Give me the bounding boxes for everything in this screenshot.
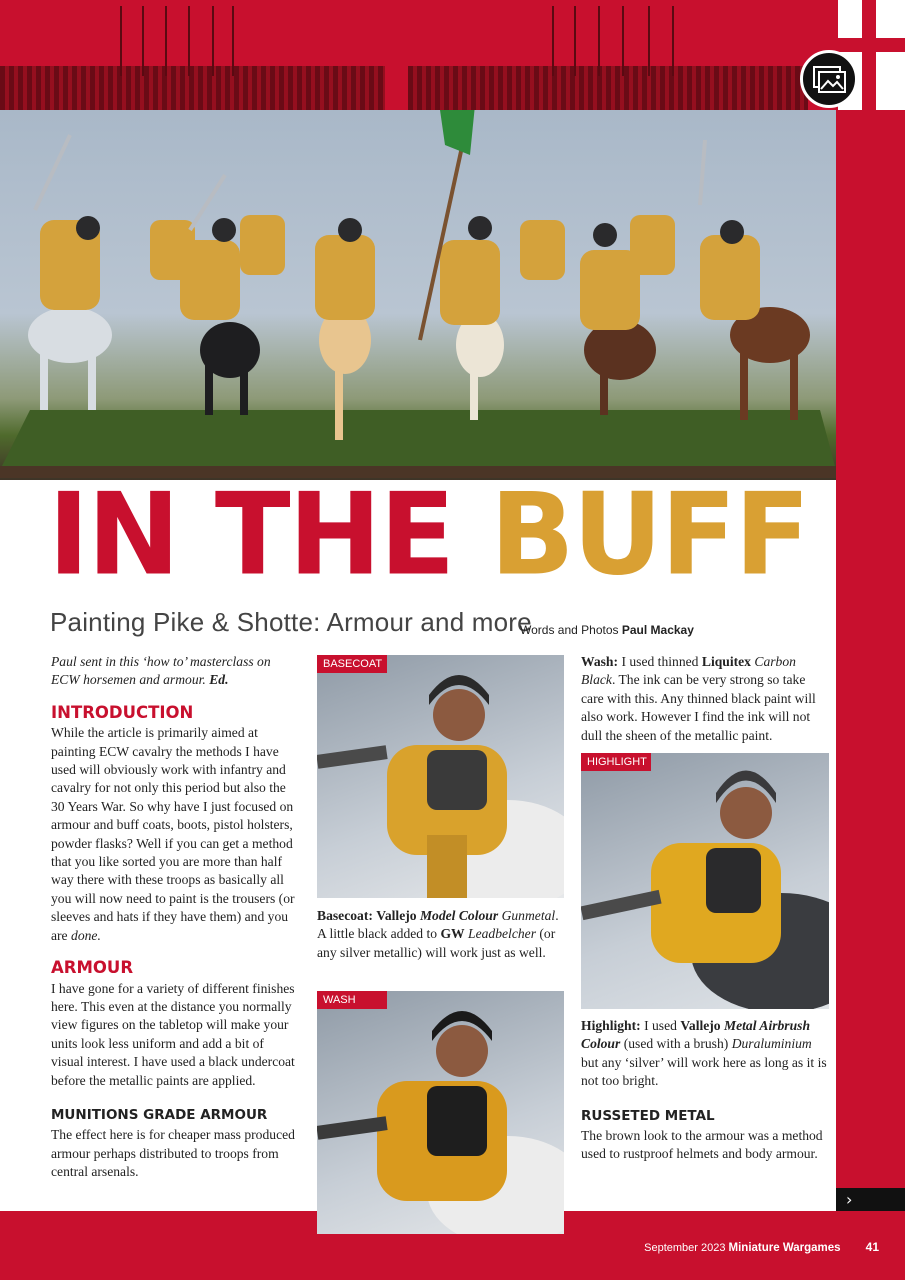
page-number: 41 xyxy=(865,1240,879,1254)
wash-caption: Wash: I used thinned Liquitex Carbon Black. The ink can be very strong so take care with this. Any thinned black paint will also work. However I find the ink will not dull the sheen of the metallic paint. xyxy=(581,654,816,743)
heading-introduction: INTRODUCTION xyxy=(51,702,194,722)
heading-armour: ARMOUR xyxy=(51,958,134,978)
header-band xyxy=(0,0,905,110)
munitions-body: The effect here is for cheaper mass produced armour perhaps distributed to troops from central arsenals. xyxy=(51,1127,295,1180)
column-3 xyxy=(581,653,829,1164)
intro-standfirst: Paul sent in this ‘how to’ masterclass on ECW horsemen and armour. Ed. xyxy=(51,654,271,688)
armour-body: I have gone for a variety of different finishes here. This even at the distance you normally view figures on the tabletop will make your units look less uniform and add a bit of visual interest. I have used a black undercoat before the metallic paints are applied. xyxy=(51,980,295,1088)
headline xyxy=(48,469,809,602)
headline-part1: IN THE xyxy=(48,469,454,602)
highlight-tag: HIGHLIGHT xyxy=(581,753,651,771)
basecoat-caption: Basecoat: Vallejo Model Colour Gunmetal. A little black added to GW Leadbelcher (or any silver metallic) will work just as well. xyxy=(317,908,559,960)
next-page-arrow-icon[interactable]: › xyxy=(846,1190,853,1209)
hero-cavalry-photo xyxy=(0,110,836,480)
highlight-caption: Highlight: I used Vallejo Metal Airbrush Colour (used with a brush) Duraluminium but any ‘silver’ will work here as long as it is not too bright. xyxy=(581,1018,827,1089)
wash-photo xyxy=(317,991,564,1234)
heading-russeted-metal: RUSSETED METAL xyxy=(581,1107,715,1124)
issue-date: September 2023 xyxy=(644,1242,726,1254)
highlight-photo xyxy=(581,753,829,1009)
byline-author: Paul Mackay xyxy=(621,623,694,637)
pikemen-silhouette-left xyxy=(0,66,385,110)
headline-part2: BUFF xyxy=(489,469,809,602)
magazine-name: Miniature Wargames xyxy=(728,1242,841,1254)
column-1 xyxy=(51,653,299,1182)
page-content xyxy=(0,110,836,1211)
russeted-body: The brown look to the armour was a method used to rustproof helmets and body armour. xyxy=(581,1128,823,1162)
byline-label: Words and Photos xyxy=(520,623,619,637)
heading-munitions-armour: MUNITIONS GRADE ARMOUR xyxy=(51,1106,268,1123)
wash-tag: WASH xyxy=(317,991,387,1009)
page-footer xyxy=(644,1240,879,1254)
introduction-body: While the article is primarily aimed at painting ECW cavalry the methods I have used will obviously work with infantry and cavalry for not only this period but also the 30 Years War. So why have I just focused on armour and buff coats, boots, pistol holsters, powder flasks? Well if you can get a method that you like sorted you are more than half way there with these troops as basically all you will now need to paint is the trousers (or sleeves and hats if they have them) and you are done. xyxy=(51,725,295,943)
pikemen-silhouette-right xyxy=(408,66,808,110)
gallery-icon[interactable] xyxy=(800,50,858,108)
subtitle: Painting Pike & Shotte: Armour and more xyxy=(50,607,532,637)
basecoat-photo xyxy=(317,655,564,898)
byline xyxy=(520,623,694,637)
basecoat-tag: BASECOAT xyxy=(317,655,387,673)
